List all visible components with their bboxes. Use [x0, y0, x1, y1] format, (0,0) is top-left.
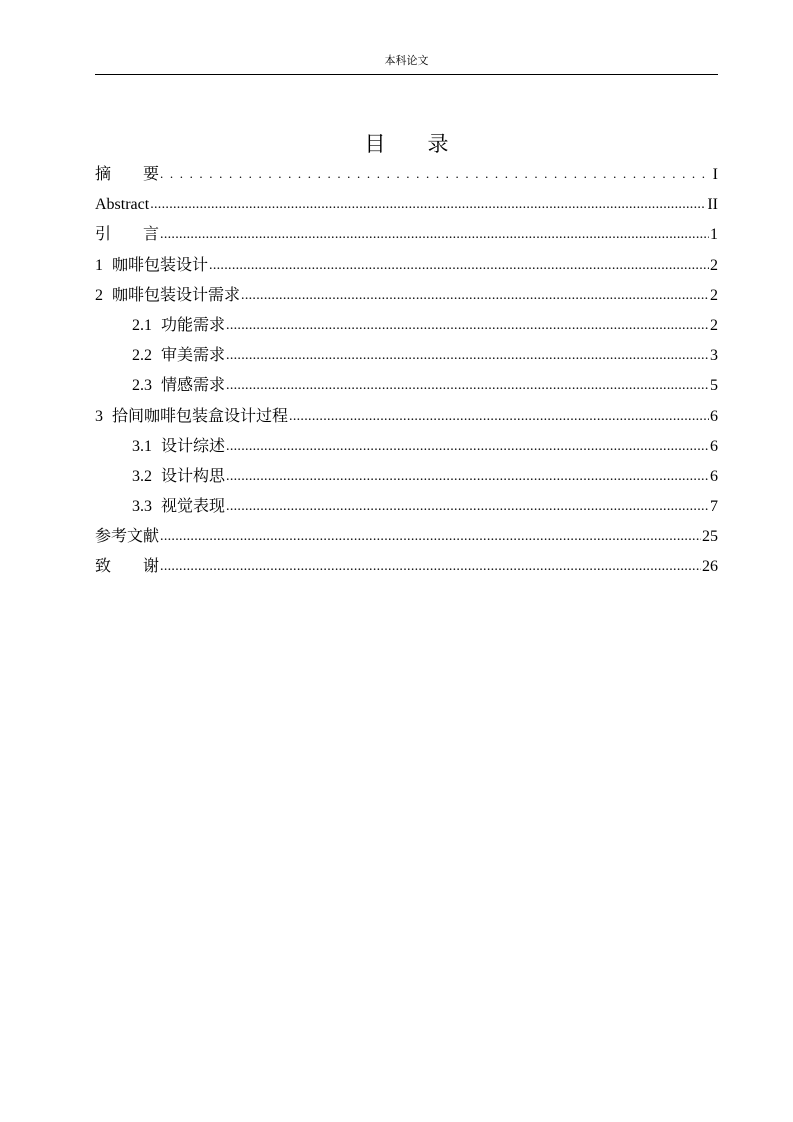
toc-entry-label: 摘 要	[95, 166, 160, 183]
toc-entry-section-2-2[interactable]	[95, 341, 718, 371]
toc-entry-number: 3	[95, 407, 103, 425]
toc-leader-dots	[226, 492, 709, 522]
toc-entry-label: 咖啡包装设计需求	[112, 286, 241, 304]
toc-entry-number: 2.3	[132, 377, 152, 395]
toc-entry-section-3-1[interactable]	[95, 432, 718, 462]
toc-entry-label: 情感需求	[161, 377, 226, 395]
toc-entry-label: 咖啡包装设计	[112, 256, 209, 274]
toc-entry-heading	[132, 371, 225, 401]
toc-entry-section-2-3[interactable]	[95, 371, 718, 401]
table-of-contents	[95, 160, 718, 583]
toc-entry-section-3-3[interactable]	[95, 492, 718, 522]
toc-leader-dots	[289, 402, 709, 432]
toc-entry-page: 26	[702, 558, 718, 576]
toc-entry-number: 1	[95, 256, 103, 274]
toc-entry-abstract-en[interactable]	[95, 190, 718, 220]
toc-entry-label: 审美需求	[161, 347, 226, 365]
toc-entry-label: 设计构思	[161, 467, 226, 485]
toc-entry-number: 2.1	[132, 316, 152, 334]
toc-entry-page: 2	[710, 256, 718, 274]
toc-entry-page: 1	[710, 226, 718, 244]
toc-leader-dots	[226, 341, 709, 371]
toc-entry-label: 功能需求	[161, 316, 226, 334]
toc-entry-heading	[95, 251, 208, 281]
toc-entry-page: 2	[710, 316, 718, 334]
toc-leader-dots	[160, 220, 709, 250]
toc-entry-references[interactable]	[95, 522, 718, 552]
toc-entry-page: II	[707, 196, 718, 214]
toc-entry-acknowledgements[interactable]	[95, 552, 718, 582]
toc-entry-number: 3.2	[132, 467, 152, 485]
toc-entry-heading	[132, 492, 225, 522]
toc-entry-page: 6	[710, 437, 718, 455]
toc-entry-heading	[95, 281, 240, 311]
toc-leader-dots	[226, 311, 709, 341]
toc-leader-dots	[226, 432, 709, 462]
toc-entry-page: I	[712, 166, 718, 183]
toc-entry-abstract-cn[interactable]	[95, 160, 718, 190]
toc-entry-chapter-2[interactable]	[95, 281, 718, 311]
toc-entry-number: 3.1	[132, 437, 152, 455]
toc-entry-heading	[132, 311, 225, 341]
toc-entry-chapter-1[interactable]	[95, 251, 718, 281]
toc-entry-label: 设计综述	[161, 437, 226, 455]
page-header	[95, 52, 718, 75]
toc-leader-dots	[241, 281, 709, 311]
toc-leader-dots	[150, 190, 706, 220]
toc-entry-page: 7	[710, 498, 718, 516]
toc-entry-section-2-1[interactable]	[95, 311, 718, 341]
toc-entry-label: 拾间咖啡包装盒设计过程	[112, 407, 289, 425]
toc-entry-heading	[132, 432, 225, 462]
toc-leader-dots	[209, 251, 709, 281]
toc-entry-page: 6	[710, 467, 718, 485]
toc-entry-label: Abstract	[95, 196, 150, 214]
toc-leader-dots	[226, 462, 709, 492]
toc-title: 目 录	[364, 132, 449, 156]
toc-entry-label: 引 言	[95, 226, 160, 244]
toc-leader-dots	[160, 522, 701, 552]
toc-entry-page: 2	[710, 286, 718, 304]
toc-entry-label: 致 谢	[95, 558, 160, 576]
toc-entry-heading	[95, 402, 288, 432]
toc-entry-section-3-2[interactable]	[95, 462, 718, 492]
toc-entry-page: 6	[710, 407, 718, 425]
toc-entry-label: 视觉表现	[161, 498, 226, 516]
toc-entry-heading	[132, 341, 225, 371]
toc-entry-number: 2.2	[132, 347, 152, 365]
toc-entry-heading	[132, 462, 225, 492]
toc-entry-label: 参考文献	[95, 528, 160, 546]
toc-leader-dots	[160, 552, 701, 582]
toc-entry-introduction[interactable]	[95, 220, 718, 250]
toc-entry-page: 3	[710, 347, 718, 365]
toc-entry-page: 25	[702, 528, 718, 546]
header-text: 本科论文	[384, 55, 429, 67]
toc-leader-dots	[160, 159, 712, 189]
toc-entry-page: 5	[710, 377, 718, 395]
toc-entry-number: 2	[95, 286, 103, 304]
toc-leader-dots	[226, 371, 709, 401]
toc-entry-chapter-3[interactable]	[95, 402, 718, 432]
toc-entry-number: 3.3	[132, 498, 152, 516]
